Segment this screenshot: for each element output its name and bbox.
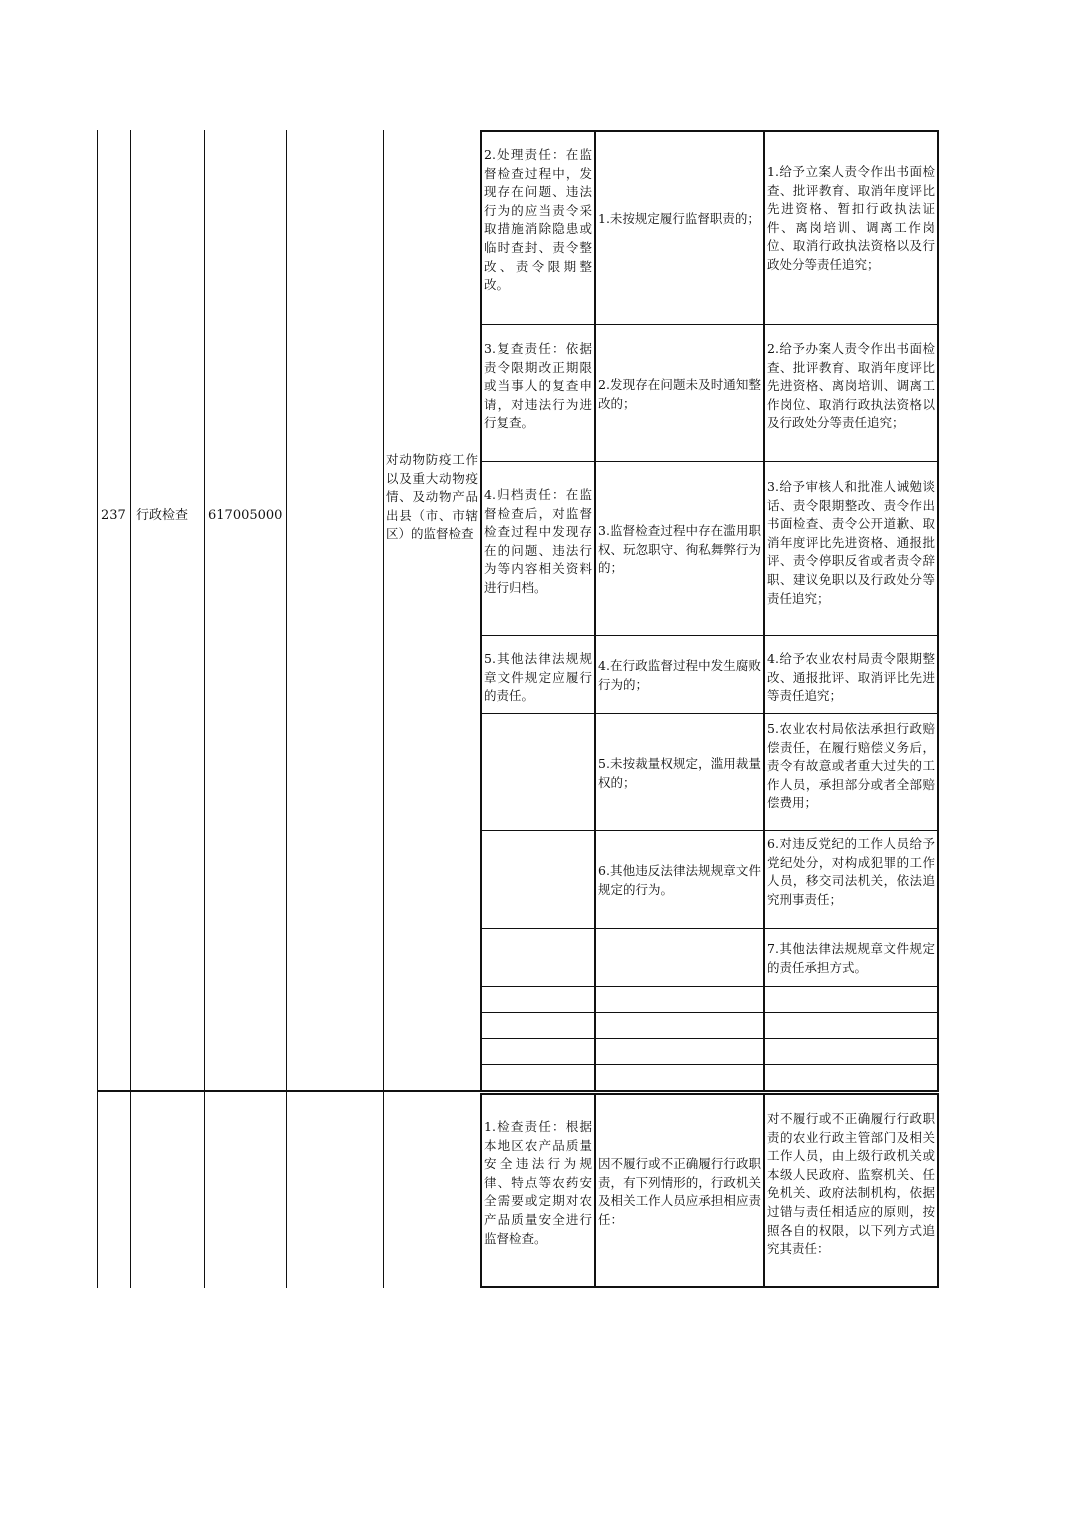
case-cell: 3.监督检查过程中存在滥用职权、玩忽职守、徇私舞弊行为的； <box>598 523 761 576</box>
responsibility-cell: 3.复查责任：依据责令限期改正期限或当事人的复查申请，对违法行为进行复查。 <box>484 341 592 431</box>
grid-line <box>480 130 482 1092</box>
grid-line <box>480 1093 482 1288</box>
penalty-cell: 2.给予办案人责令作出书面检查、批评教育、取消年度评比先进资格、离岗培训、调离工作岗位、取消行政执法资格以及行政处分等责任追究； <box>767 341 935 431</box>
grid-line <box>937 1093 939 1288</box>
grid-line <box>204 130 205 1288</box>
grid-line <box>480 830 939 831</box>
grid-line <box>763 1093 765 1288</box>
grid-line <box>97 130 98 1288</box>
case-cell: 因不履行或不正确履行行政职责，有下列情形的，行政机关及相关工作人员应承担相应责任： <box>598 1156 761 1227</box>
seq-number: 237 <box>101 508 126 523</box>
responsibility-cell: 1.检查责任：根据本地区农产品质量安全违法行为规律、特点等农药安全需要或定期对农产品质量安全进行监督检查。 <box>484 1119 592 1246</box>
responsibility-cell: 5.其他法律法规规章文件规定应履行的责任。 <box>484 651 592 704</box>
penalty-cell: 5.农业农村局依法承担行政赔偿责任，在履行赔偿义务后，责令有故意或者重大过失的工作人员，承担部分或者全部赔偿费用； <box>767 721 935 811</box>
case-cell: 4.在行政监督过程中发生腐败行为的； <box>598 658 761 692</box>
grid-line <box>763 130 765 1092</box>
case-cell: 2.发现存在问题未及时通知整改的； <box>598 377 761 411</box>
case-cell: 1.未按规定履行监督职责的； <box>598 211 760 226</box>
grid-line <box>480 986 939 987</box>
grid-line <box>480 1064 939 1065</box>
grid-line <box>480 461 939 462</box>
case-cell: 6.其他违反法律法规规章文件规定的行为。 <box>598 863 761 897</box>
penalty-cell: 对不履行或不正确履行行政职责的农业行政主管部门及相关工作人员，由上级行政机关或本级人民政府、监察机关、任免机关、政府法制机构，依据过错与责任相适应的原则，按照各自的权限，以下列方式追究其责任： <box>767 1111 935 1257</box>
item-name-cell: 对动物防疫工作以及重大动物疫情、及动物产品出县（市、市辖区）的监督检查 <box>386 452 478 542</box>
grid-line <box>480 928 939 929</box>
grid-line <box>97 1090 939 1092</box>
grid-line <box>480 1012 939 1013</box>
category-cell: 行政检查 <box>136 508 189 523</box>
penalty-cell: 4.给予农业农村局责令限期整改、通报批评、取消评比先进等责任追究； <box>767 651 935 704</box>
grid-line <box>480 1286 939 1288</box>
responsibility-cell: 4.归档责任：在监督检查后，对监督检查过程中发现存在的问题、违法行为等内容相关资料进行归档。 <box>484 487 592 595</box>
penalty-cell: 6.对违反党纪的工作人员给予党纪处分，对构成犯罪的工作人员，移交司法机关，依法追究刑事责任； <box>767 836 935 907</box>
responsibility-cell: 2.处理责任：在监督检查过程中，发现存在问题、违法行为的应当责令采取措施消除隐患或临时查封、责令整改、责令限期整改。 <box>484 147 592 293</box>
penalty-cell: 3.给予审核人和批准人诫勉谈话、责令限期整改、责令作出书面检查、责令公开道歉、取消年度评比先进资格、通报批评、责令停职反省或者责令辞职、建议免职以及行政处分等责任追究； <box>767 479 935 606</box>
grid-line <box>594 130 596 1092</box>
grid-line <box>480 1093 939 1095</box>
grid-line <box>480 713 939 714</box>
grid-line <box>480 635 939 636</box>
grid-line <box>480 130 939 132</box>
code-cell: 617005000 <box>208 508 283 523</box>
grid-line <box>383 130 384 1288</box>
grid-line <box>594 1093 596 1288</box>
case-cell: 5.未按裁量权规定，滥用裁量权的； <box>598 756 761 790</box>
grid-line <box>480 1038 939 1039</box>
grid-line <box>286 130 287 1288</box>
penalty-cell: 7.其他法律法规规章文件规定的责任承担方式。 <box>767 941 935 975</box>
grid-line <box>480 324 939 325</box>
penalty-cell: 1.给予立案人责令作出书面检查、批评教育、取消年度评比先进资格、暂扣行政执法证件、离岗培训、调离工作岗位、取消行政执法资格以及行政处分等责任追究； <box>767 164 935 272</box>
grid-line <box>937 130 939 1092</box>
grid-line <box>130 130 131 1288</box>
